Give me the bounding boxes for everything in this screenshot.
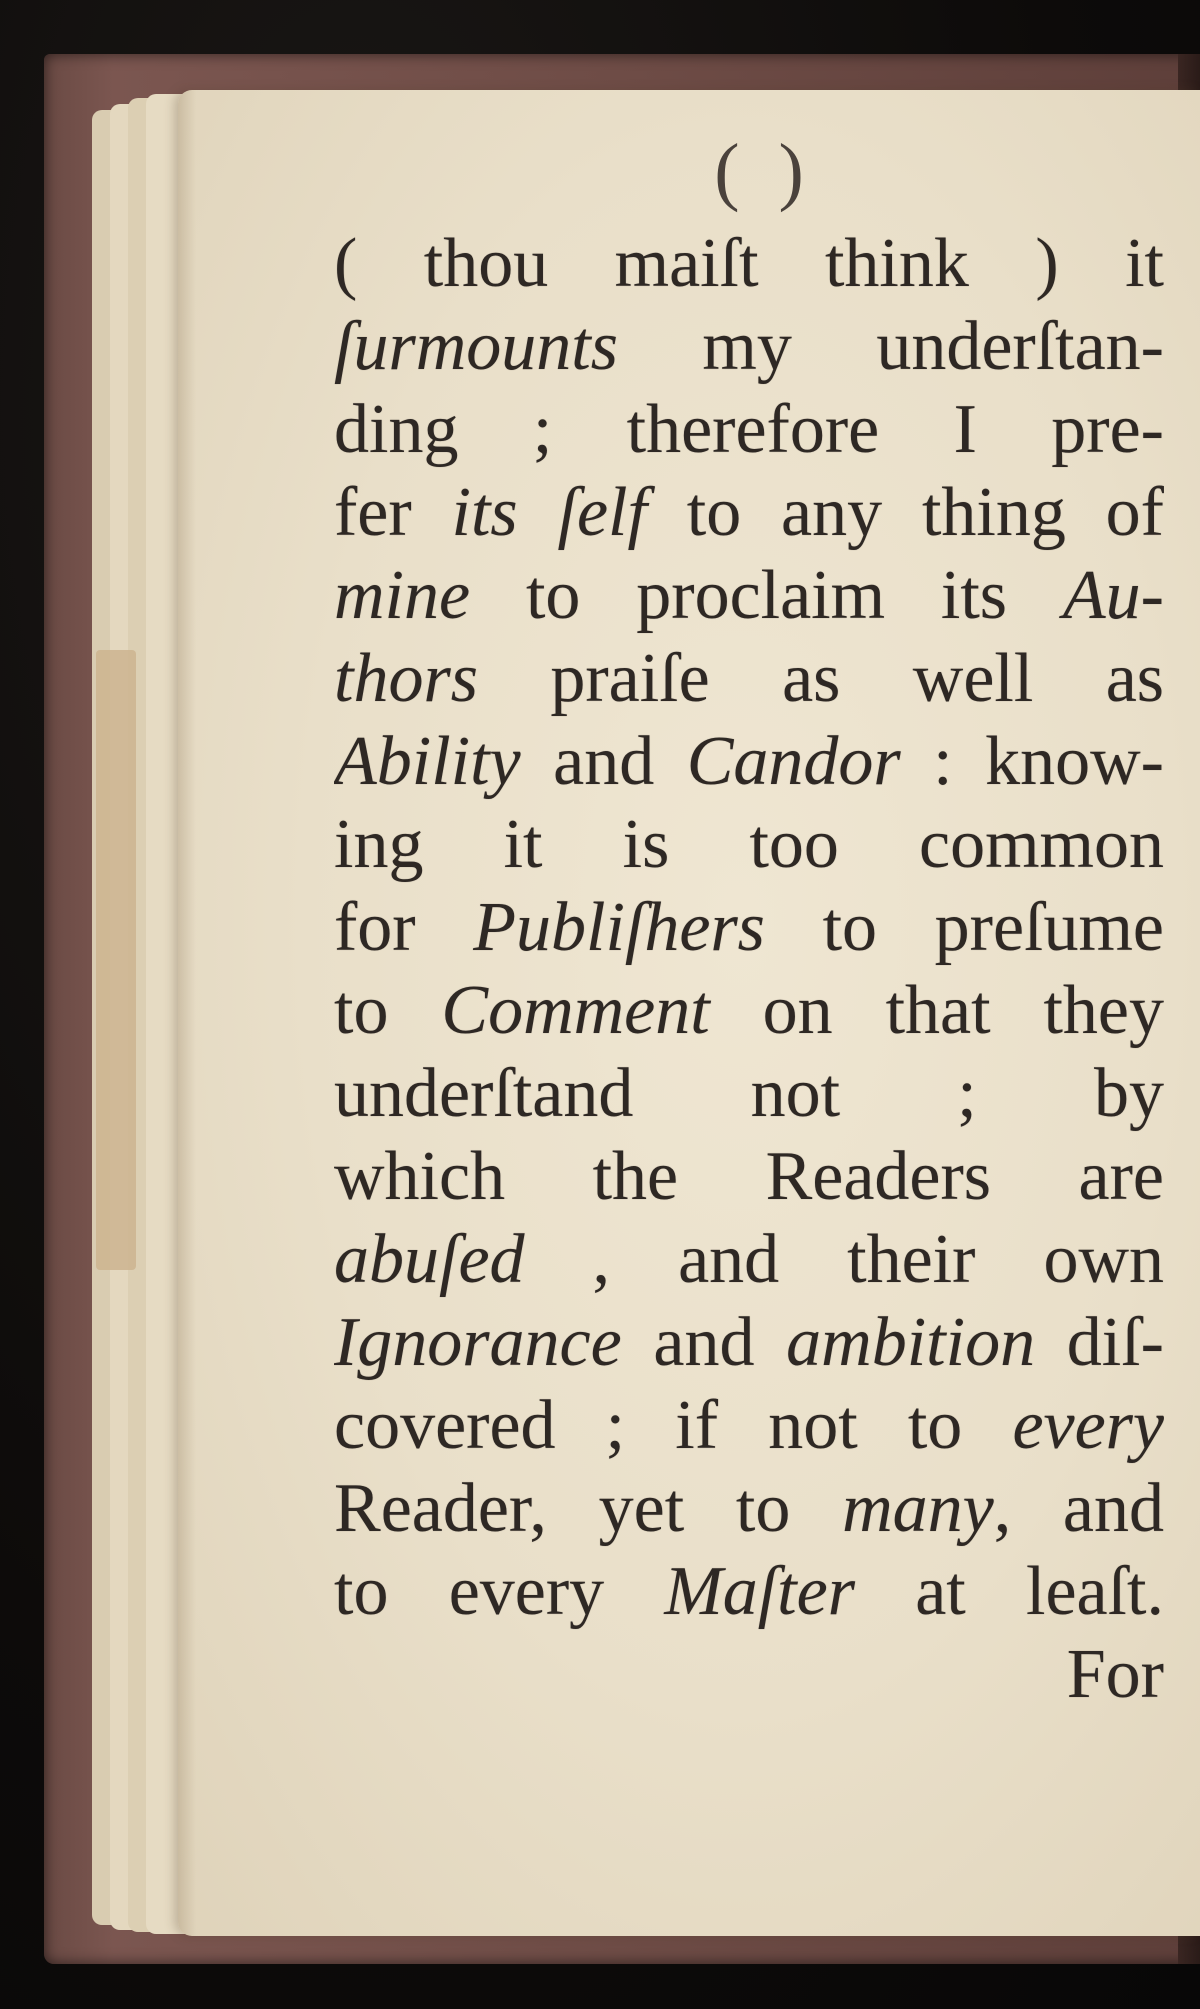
text-line — [334, 1384, 1164, 1467]
text-line — [334, 471, 1164, 554]
text-line — [334, 1218, 1164, 1301]
page-fold-shadow — [178, 90, 196, 1936]
italic-text: Ability — [334, 723, 521, 800]
roman-text: to proclaim its — [470, 557, 1063, 634]
italic-text: mine — [334, 557, 471, 634]
text-line — [334, 554, 1164, 637]
text-line — [334, 1550, 1164, 1633]
text-line — [334, 305, 1164, 388]
text-line — [334, 720, 1164, 803]
italic-text: every — [1012, 1387, 1164, 1464]
roman-text: fer — [334, 474, 452, 551]
body-text — [334, 222, 1164, 1716]
roman-text: Reader, yet to — [334, 1470, 843, 1547]
roman-text: on that they — [709, 972, 1164, 1049]
roman-text: at leaſt. — [854, 1553, 1164, 1630]
roman-text: praiſe as well as — [477, 640, 1164, 717]
roman-text: diſ- — [1035, 1304, 1164, 1381]
roman-text: ing it is too common — [334, 806, 1164, 883]
roman-text: which the Readers are — [334, 1138, 1164, 1215]
text-line — [334, 1135, 1164, 1218]
roman-text: : know- — [900, 723, 1164, 800]
italic-text: many — [842, 1470, 994, 1547]
roman-text: , and their own — [524, 1221, 1164, 1298]
italic-text: Ignorance — [334, 1304, 622, 1381]
text-line — [334, 222, 1164, 305]
roman-text: ding ; therefore I pre- — [334, 391, 1164, 468]
text-line — [334, 886, 1164, 969]
roman-text: and — [520, 723, 687, 800]
italic-text: thors — [334, 640, 478, 717]
roman-text: to any thing of — [646, 474, 1164, 551]
roman-text: to preſume — [764, 889, 1164, 966]
roman-text: my underſtan- — [617, 308, 1164, 385]
roman-text: and — [621, 1304, 787, 1381]
text-line — [334, 388, 1164, 471]
roman-text: to every — [334, 1553, 665, 1630]
italic-text: Maſter — [664, 1553, 855, 1630]
roman-text: , and — [993, 1470, 1164, 1547]
italic-text: Comment — [441, 972, 710, 1049]
text-line — [334, 637, 1164, 720]
text-line — [334, 1467, 1164, 1550]
italic-text: ſurmounts — [334, 308, 618, 385]
italic-text: Publiſhers — [473, 889, 765, 966]
page-stain — [96, 650, 136, 1270]
roman-text: covered ; if not to — [334, 1387, 1013, 1464]
text-line — [334, 803, 1164, 886]
catchword: For — [1066, 1636, 1164, 1713]
italic-text: abuſed — [334, 1221, 525, 1298]
text-line — [334, 1301, 1164, 1384]
text-line — [334, 1052, 1164, 1135]
italic-text: ambition — [786, 1304, 1036, 1381]
italic-text: Candor — [686, 723, 901, 800]
text-line — [334, 969, 1164, 1052]
roman-text: for — [334, 889, 474, 966]
italic-text: its ſelf — [451, 474, 647, 551]
italic-text: Au- — [1062, 557, 1164, 634]
page-number: ( ) — [714, 129, 814, 213]
roman-text: underſtand not ; by — [334, 1055, 1164, 1132]
roman-text: ( thou maiſt think ) it — [334, 225, 1164, 302]
roman-text: to — [334, 972, 442, 1049]
